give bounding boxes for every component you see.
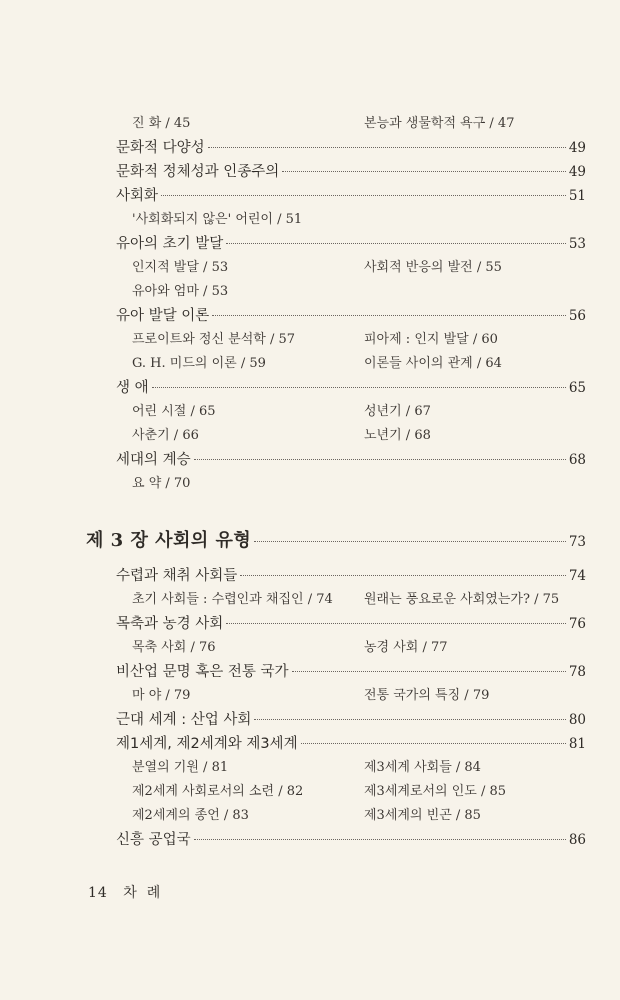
- toc-subsection-row: [0, 636, 620, 660]
- page-number: 68: [568, 452, 586, 468]
- subsection-left: 진 화 / 45: [132, 116, 191, 131]
- page-number: 56: [568, 308, 586, 324]
- toc-entry-line: [116, 828, 586, 852]
- toc-entry-line: [116, 184, 586, 208]
- page-number: 86: [568, 832, 586, 848]
- toc-section-row: [0, 376, 620, 400]
- toc-entry-line: [116, 136, 586, 160]
- subsection-right: 제3세계 사회들 / 84: [364, 760, 481, 775]
- toc-subsection-row: [0, 756, 620, 780]
- toc-entry-line: [116, 660, 586, 684]
- toc-subsection-row: [0, 588, 620, 612]
- toc-subsection-row: [0, 112, 620, 136]
- toc-section-row: [0, 612, 620, 636]
- subsection-right: 성년기 / 67: [364, 404, 431, 419]
- section-title: 생 애: [116, 380, 149, 396]
- subsection-left: 어린 시절 / 65: [132, 404, 216, 419]
- subsection-left: G. H. 미드의 이론 / 59: [132, 356, 266, 371]
- toc-subsection-row: [0, 280, 620, 304]
- subsection-right: 본능과 생물학적 욕구 / 47: [364, 116, 515, 131]
- dot-leader: [254, 719, 565, 720]
- subsection-right: 사회적 반응의 발전 / 55: [364, 260, 502, 275]
- toc-section-row: [0, 732, 620, 756]
- subsection-right: 피아제 : 인지 발달 / 60: [364, 332, 498, 347]
- toc-subsection-row: [0, 472, 620, 496]
- subsection-left: 유아와 엄마 / 53: [132, 284, 229, 299]
- toc-section-row: [0, 160, 620, 184]
- subsection-left: 제2세계의 종언 / 83: [132, 808, 249, 823]
- page-number: 65: [568, 380, 586, 396]
- toc-entry-line: [116, 708, 586, 732]
- dot-leader: [161, 195, 566, 196]
- subsection-left: 초기 사회들 : 수렵인과 채집인 / 74: [132, 592, 333, 607]
- dot-leader: [152, 387, 566, 388]
- toc-entry-line: [116, 732, 586, 756]
- dot-leader: [226, 243, 566, 244]
- subsection-left: 인지적 발달 / 53: [132, 260, 229, 275]
- subsection-right: 농경 사회 / 77: [364, 640, 448, 655]
- dot-leader: [212, 315, 566, 316]
- toc-entry-line: [116, 160, 586, 184]
- section-title: 유아 발달 이론: [116, 308, 210, 324]
- dot-leader: [292, 671, 566, 672]
- toc-entry-line: [116, 304, 586, 328]
- footer-page-number: 14: [88, 885, 108, 901]
- section-title: 신흥 공업국: [116, 832, 191, 848]
- subsection-left: '사회화되지 않은' 어린이 / 51: [132, 212, 303, 227]
- toc-entry-line: [116, 448, 586, 472]
- subsection-left: 마 야 / 79: [132, 688, 191, 703]
- dot-leader: [240, 575, 566, 576]
- toc-entry-line: [116, 376, 586, 400]
- dot-leader: [208, 147, 566, 148]
- toc-section-row: [0, 828, 620, 852]
- section-title: 문화적 다양성: [116, 140, 205, 156]
- section-title: 사회화: [116, 188, 159, 204]
- toc-entry-line: [116, 612, 586, 636]
- subsection-right: 이론들 사이의 관계 / 64: [364, 356, 502, 371]
- page-footer: [88, 882, 170, 902]
- subsection-left: 제2세계 사회로서의 소련 / 82: [132, 784, 304, 799]
- page-number: 76: [568, 616, 586, 632]
- toc-subsection-row: [0, 400, 620, 424]
- section-title: 근대 세계 : 산업 사회: [116, 712, 252, 728]
- page-number: 51: [568, 188, 586, 204]
- subsection-left: 사춘기 / 66: [132, 428, 199, 443]
- footer-running-title: 차례: [123, 885, 171, 901]
- section-title: 문화적 정체성과 인종주의: [116, 164, 280, 180]
- toc-subsection-row: [0, 804, 620, 828]
- toc-subsection-row: [0, 352, 620, 376]
- dot-leader: [194, 459, 566, 460]
- section-title: 목축과 농경 사회: [116, 616, 224, 632]
- toc-entry-line: [116, 564, 586, 588]
- toc-subsection-row: [0, 684, 620, 708]
- subsection-right: 제3세계로서의 인도 / 85: [364, 784, 507, 799]
- section-title: 세대의 계승: [116, 452, 191, 468]
- page-number: 74: [568, 568, 586, 584]
- section-title: 수렵과 채취 사회들: [116, 568, 238, 584]
- toc-section-row: [0, 564, 620, 588]
- chapter-title: 제 3 장 사회의 유형: [86, 530, 252, 551]
- subsection-left: 분열의 기원 / 81: [132, 760, 229, 775]
- page-number: 49: [568, 164, 586, 180]
- toc-section-row: [0, 708, 620, 732]
- section-title: 제1세계, 제2세계와 제3세계: [116, 736, 298, 752]
- toc-chapter-row: [0, 526, 620, 550]
- page-number: 49: [568, 140, 586, 156]
- section-title: 유아의 초기 발달: [116, 236, 224, 252]
- dot-leader: [254, 541, 566, 542]
- toc-subsection-row: [0, 424, 620, 448]
- toc-entry-line: [116, 232, 586, 256]
- subsection-right: 전통 국가의 특징 / 79: [364, 688, 490, 703]
- toc-subsection-row: [0, 256, 620, 280]
- dot-leader: [301, 743, 566, 744]
- toc-section-row: [0, 660, 620, 684]
- toc-entry-line: [86, 526, 586, 550]
- page-number: 80: [568, 712, 586, 728]
- subsection-right: 제3세계의 빈곤 / 85: [364, 808, 481, 823]
- page-number: 81: [568, 736, 586, 752]
- subsection-left: 프로이트와 정신 분석학 / 57: [132, 332, 296, 347]
- page-number: 53: [568, 236, 586, 252]
- toc-subsection-row: [0, 328, 620, 352]
- subsection-right: 노년기 / 68: [364, 428, 431, 443]
- page-number: 73: [568, 534, 586, 550]
- toc-section-row: [0, 184, 620, 208]
- toc-subsection-row: [0, 780, 620, 804]
- section-title: 비산업 문명 혹은 전통 국가: [116, 664, 289, 680]
- subsection-left: 목축 사회 / 76: [132, 640, 216, 655]
- page-number: 78: [568, 664, 586, 680]
- dot-leader: [226, 623, 566, 624]
- toc-section-row: [0, 448, 620, 472]
- toc-section-row: [0, 232, 620, 256]
- subsection-right: 원래는 풍요로운 사회였는가? / 75: [364, 592, 560, 607]
- dot-leader: [282, 171, 566, 172]
- toc-subsection-row: [0, 208, 620, 232]
- dot-leader: [194, 839, 566, 840]
- subsection-left: 요 약 / 70: [132, 476, 191, 491]
- toc-section-row: [0, 304, 620, 328]
- toc-section-row: [0, 136, 620, 160]
